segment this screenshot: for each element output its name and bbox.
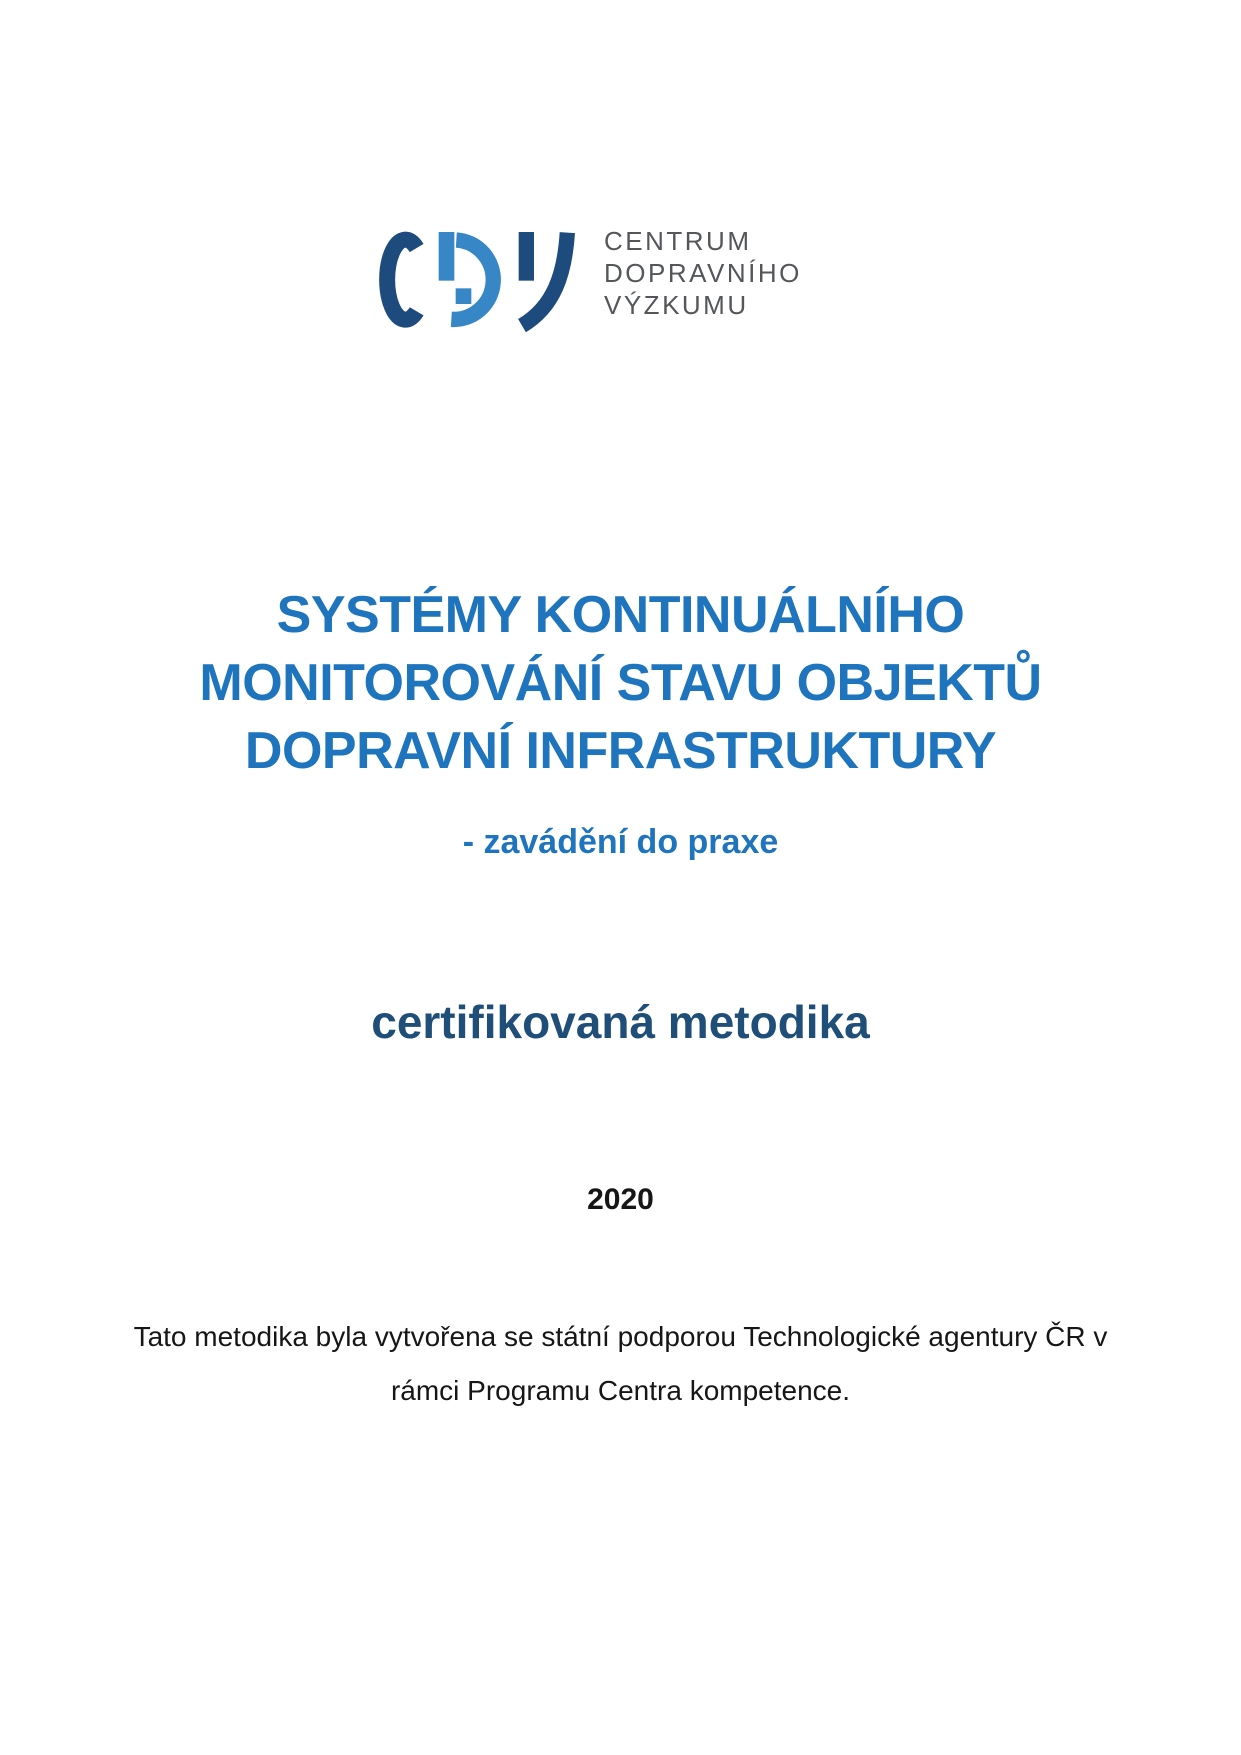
logo-letter-c (387, 240, 417, 320)
funding-note (95, 1310, 1146, 1418)
logo-org-name-line: CENTRUM (604, 226, 752, 256)
logo-letter-v-bar (519, 232, 534, 281)
publication-year: 2020 (587, 1183, 654, 1216)
title-line: DOPRAVNÍ INFRASTRUKTURY (244, 721, 997, 780)
logo-org-name-line: VÝZKUMU (604, 290, 749, 320)
logo-letter-d-bowl (451, 240, 493, 319)
logo-letter-d-dot (456, 288, 472, 304)
document-subtitle: - zavádění do praxe (462, 823, 779, 862)
logo-org-name (604, 223, 802, 321)
cdv-logo-icon (372, 223, 592, 338)
title-line: SYSTÉMY KONTINUÁLNÍHO (276, 585, 965, 644)
funding-note-line: rámci Programu Centra kompetence. (390, 1375, 851, 1406)
funding-note-line: Tato metodika byla vytvořena se státní podporou Technologické agentury ČR v (133, 1321, 1108, 1352)
document-title (0, 581, 1241, 785)
title-line: MONITOROVÁNÍ STAVU OBJEKTŮ (199, 653, 1042, 712)
document-type-label: certifikovaná metodika (371, 996, 870, 1048)
logo-org-name-line: DOPRAVNÍHO (604, 258, 802, 288)
cdv-logo (372, 223, 802, 338)
logo-letter-d-bar (439, 232, 455, 281)
